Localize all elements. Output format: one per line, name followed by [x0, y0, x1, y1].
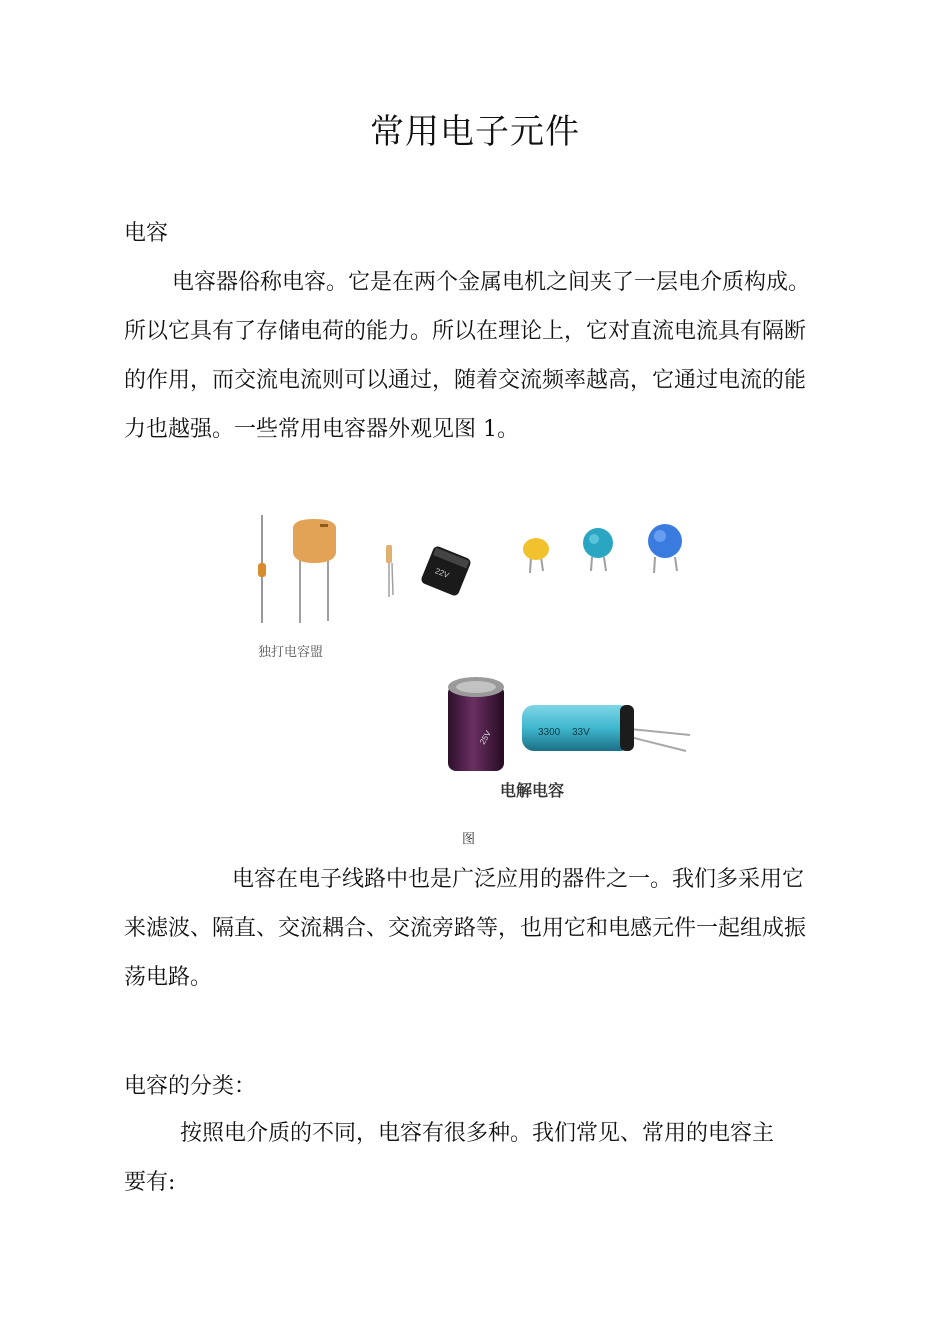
small-capacitor-icon [386, 545, 393, 597]
paragraph-line: 按照电介质的不同，电容有很多种。我们常见、常用的电容主 [180, 1121, 775, 1146]
paragraph-line: 所以它具有了存储电荷的能力。所以在理论上，它对直流电流具有隔断 [124, 319, 807, 344]
capacitor-intro-paragraph [124, 258, 824, 454]
section-heading-capacitor: 电容 [124, 221, 169, 246]
cap-label: 22V [433, 566, 451, 581]
paragraph-line: 电容器俗称电容。它是在两个金属电机之间夹了一层电介质构成。 [172, 270, 811, 295]
paragraph-line: 来滤波、隔直、交流耦合、交流旁路等，也用它和电感元件一起组成振 [124, 916, 807, 941]
cap-label: 25V [477, 729, 493, 746]
paragraph-line: 电容在电子线路中也是广泛应用的器件之一。我们多采用它 [232, 867, 805, 892]
figure-number: 图 [462, 832, 476, 847]
page-title: 常用电子元件 [370, 112, 580, 152]
capacitor-usage-paragraph [124, 855, 824, 1002]
ceramic-capacitor-teal-icon [583, 528, 613, 571]
electrolytic-capacitor-purple-icon [448, 677, 504, 771]
smd-capacitor-icon [420, 545, 472, 597]
cap-label: 3300 [538, 727, 561, 738]
electrolytic-capacitor-cyan-icon [522, 705, 690, 751]
ceramic-capacitor-blue-icon [648, 524, 682, 573]
cap-label: 33V [572, 727, 590, 738]
classification-paragraph [124, 1109, 824, 1207]
paragraph-line: 荡电路。 [124, 965, 213, 990]
capacitor-figure [250, 505, 710, 815]
figure-caption-small: 独打电容盟 [258, 644, 324, 659]
ceramic-capacitor-yellow-icon [523, 538, 549, 573]
section-heading-classification: 电容的分类： [124, 1074, 257, 1099]
figure-caption-electrolytic: 电解电容 [500, 783, 565, 800]
paragraph-line: 要有: [124, 1170, 176, 1195]
paragraph-line: 的作用，而交流电流则可以通过，随着交流频率越高，它通过电流的能 [124, 368, 807, 393]
paragraph-line: 力也越强。一些常用电容器外观见图 1。 [124, 417, 519, 442]
ceramic-capacitor-orange-icon [293, 519, 336, 623]
axial-capacitor-icon [258, 515, 266, 623]
